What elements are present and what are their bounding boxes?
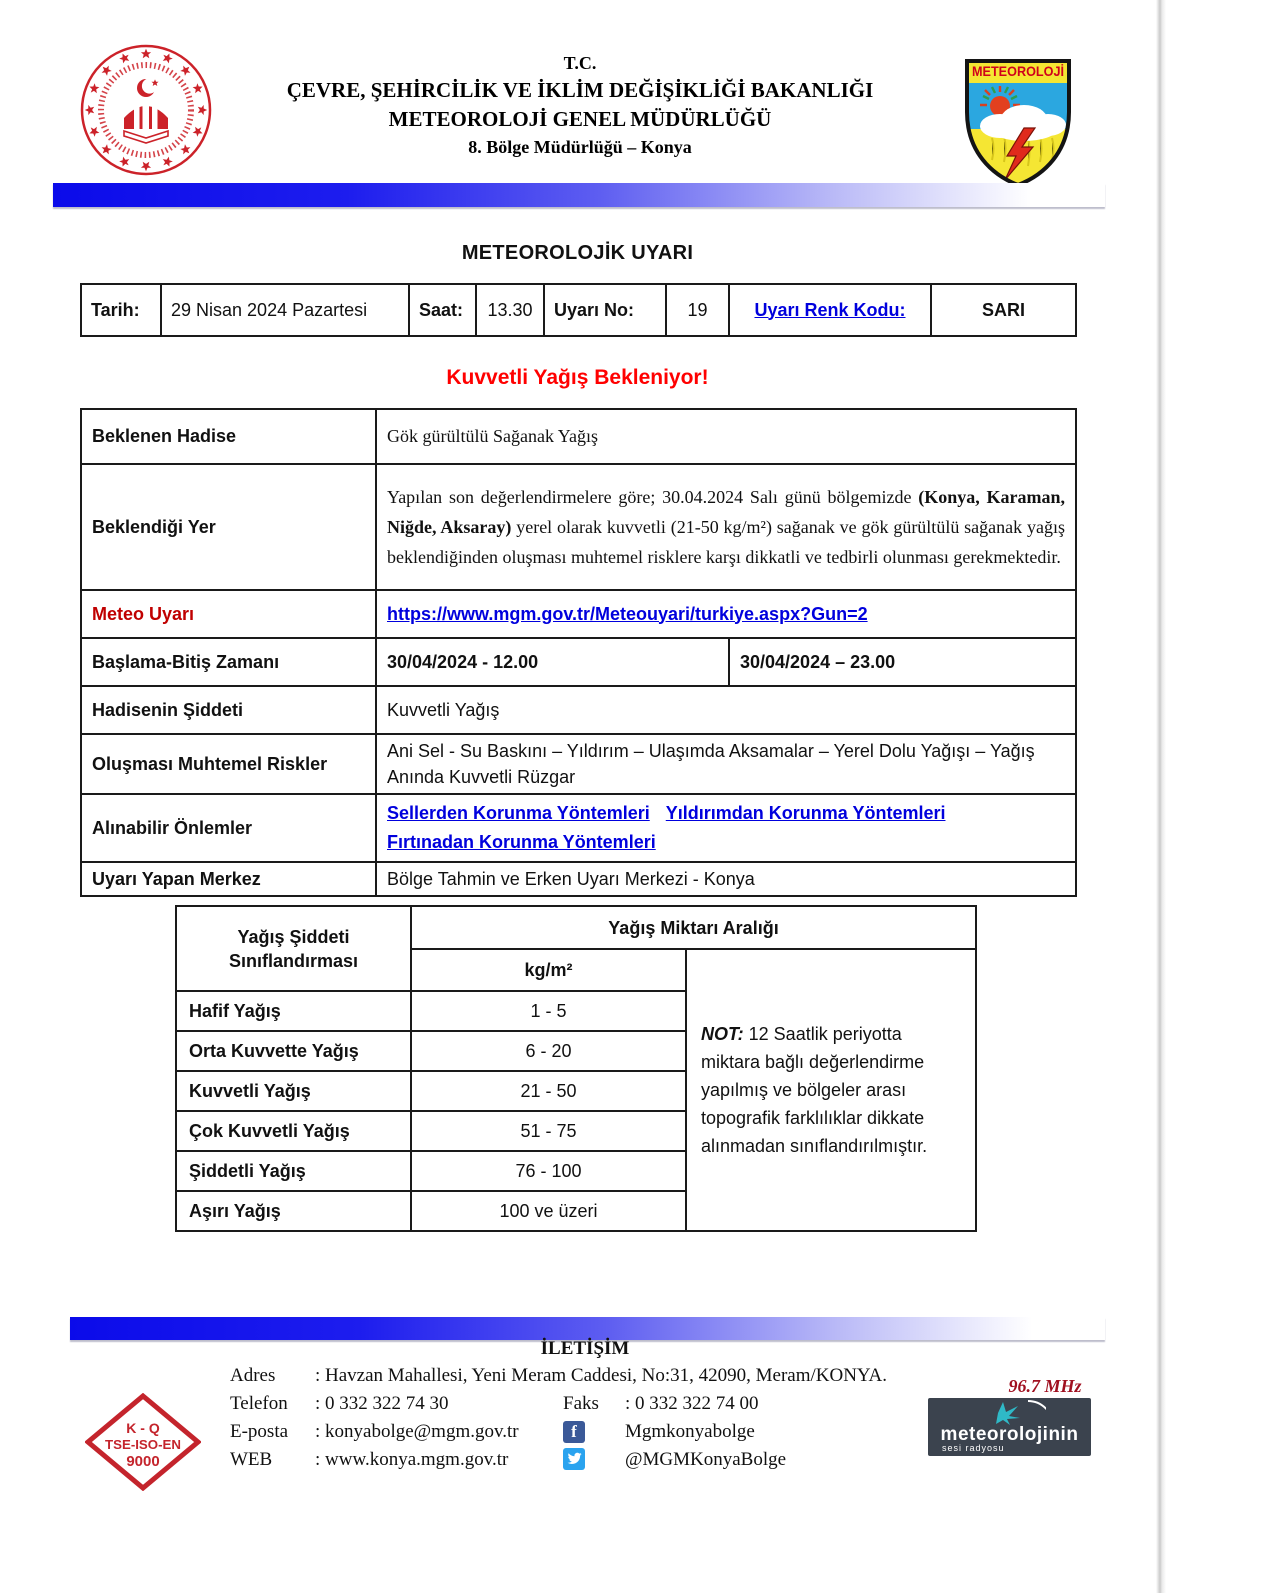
measures-links-cell — [376, 794, 1076, 862]
header-ministry: ÇEVRE, ŞEHİRCİLİK VE İKLİM DEĞİŞİKLİĞİ BAKANLIĞI — [286, 78, 874, 102]
severity-label: Hadisenin Şiddeti — [81, 686, 376, 734]
header-divider-bar — [53, 183, 1105, 207]
tse-quality-logo — [85, 1393, 201, 1491]
twitter-icon[interactable] — [563, 1448, 585, 1470]
facebook-icon[interactable]: f — [563, 1421, 585, 1443]
header-directorate: METEOROLOJİ GENEL MÜDÜRLÜĞÜ — [388, 107, 772, 131]
address-value: : Havzan Mahallesi, Yeni Meram Caddesi, No:31, 42090, Meram/KONYA. — [315, 1365, 888, 1386]
amount-range-header: Yağış Miktarı Aralığı — [411, 906, 976, 949]
class-row-range: 1 - 5 — [411, 991, 686, 1031]
class-row-label: Şiddetli Yağış — [176, 1151, 411, 1191]
class-row-range: 21 - 50 — [411, 1071, 686, 1111]
expected-event-value: Gök gürültülü Sağanak Yağış — [376, 409, 1076, 464]
radio-station-logo — [928, 1398, 1091, 1456]
rain-classification-table — [175, 905, 977, 1232]
web-label: WEB — [230, 1449, 273, 1470]
place-text-provinces: (Konya, Karaman, Niğde, Aksaray) — [387, 487, 1065, 537]
fax-label: Faks — [563, 1393, 599, 1414]
meteo-warning-link[interactable]: https://www.mgm.gov.tr/Meteouyari/turkiye.aspx?Gun=2 — [387, 603, 868, 624]
time-label: Saat: — [409, 284, 476, 336]
document-header — [190, 50, 970, 161]
radio-star-icon — [976, 1400, 1046, 1426]
warning-no-label: Uyarı No: — [544, 284, 666, 336]
fax-value: : 0 332 322 74 00 — [625, 1393, 759, 1414]
header-tc: T.C. — [563, 53, 597, 73]
twitter-bird-icon — [567, 1451, 582, 1466]
web-value: : www.konya.mgm.gov.tr — [315, 1449, 509, 1470]
date-label: Tarih: — [81, 284, 161, 336]
note-label: NOT: — [701, 1024, 744, 1044]
radio-frequency: 96.7 MHz — [1008, 1376, 1082, 1396]
facebook-icon-cell — [563, 1421, 625, 1443]
page-edge-divider — [1156, 0, 1166, 1593]
period-start-value: 30/04/2024 - 12.00 — [376, 638, 729, 686]
tse-line2: TSE-ISO-EN — [105, 1437, 181, 1452]
class-row-range: 6 - 20 — [411, 1031, 686, 1071]
flood-protection-link[interactable]: Sellerden Korunma Yöntemleri — [387, 803, 650, 823]
unit-header: kg/m² — [411, 949, 686, 991]
email-label: E-posta — [230, 1421, 289, 1442]
expected-place-label: Beklendiği Yer — [81, 464, 376, 590]
color-code-value: SARI — [931, 284, 1076, 336]
address-label: Adres — [230, 1365, 276, 1386]
radio-name: meteorolojinin — [940, 1424, 1079, 1445]
class-row-label: Aşırı Yağış — [176, 1191, 411, 1231]
period-label: Başlama-Bitiş Zamanı — [81, 638, 376, 686]
risks-value: Ani Sel - Su Baskını – Yıldırım – Ulaşımda Aksamalar – Yerel Dolu Yağışı – Yağış Anında Kuvvetli Rüzgar — [376, 734, 1076, 794]
meteo-warning-label: Meteo Uyarı — [81, 590, 376, 638]
note-text: 12 Saatlik periyotta miktara bağlı değerlendirme yapılmış ve bölgeler arası topografik farklılıklar dikkate alınmadan sınıflandırılmıştır. — [701, 1024, 928, 1156]
warning-no-value: 19 — [666, 284, 729, 336]
twitter-handle: @MGMKonyaBolge — [625, 1449, 787, 1470]
page-title: METEOROLOJİK UYARI — [461, 242, 694, 264]
date-value: 29 Nisan 2024 Pazartesi — [161, 284, 409, 336]
class-row-label: Hafif Yağış — [176, 991, 411, 1031]
expected-event-label: Beklenen Hadise — [81, 409, 376, 464]
period-end-value: 30/04/2024 – 23.00 — [729, 638, 1076, 686]
class-row-range: 76 - 100 — [411, 1151, 686, 1191]
lightning-protection-link[interactable]: Yıldırımdan Korunma Yöntemleri — [665, 803, 946, 823]
shield-wordmark: METEOROLOJİ — [972, 63, 1064, 79]
radio-tagline: sesi radyosu — [942, 1443, 1005, 1453]
issuing-center-value: Bölge Tahmin ve Erken Uyarı Merkezi - Konya — [376, 862, 1076, 896]
classification-note — [686, 949, 976, 1231]
tse-quality-icon — [85, 1393, 201, 1491]
class-row-label: Kuvvetli Yağış — [176, 1071, 411, 1111]
phone-value: : 0 332 322 74 30 — [315, 1393, 449, 1414]
alert-heading: Kuvvetli Yağış Bekleniyor! — [446, 366, 709, 389]
severity-value: Kuvvetli Yağış — [376, 686, 1076, 734]
class-row-range: 51 - 75 — [411, 1111, 686, 1151]
place-text-pre: Yapılan son değerlendirmelere göre; 30.04.2024 Salı günü bölgemizde — [387, 487, 919, 507]
place-text-post: yerel olarak kuvvetli (21-50 kg/m²) sağanak ve gök gürültülü sağanak yağış beklendiğinden oluşması muhtemel risklere karşı dikkatli ve tedbirli olunması gerekmektedir. — [387, 517, 1065, 567]
color-code-link[interactable]: Uyarı Renk Kodu: — [729, 284, 931, 336]
class-row-label: Çok Kuvvetli Yağış — [176, 1111, 411, 1151]
contact-title: İLETİŞİM — [540, 1338, 630, 1359]
warning-info-table — [80, 283, 1077, 337]
time-value: 13.30 — [476, 284, 544, 336]
class-row-label: Orta Kuvvette Yağış — [176, 1031, 411, 1071]
contact-block — [230, 1362, 1020, 1474]
risks-label: Oluşması Muhtemel Riskler — [81, 734, 376, 794]
facebook-handle: Mgmkonyabolge — [625, 1421, 755, 1442]
phone-label: Telefon — [230, 1393, 288, 1414]
class-row-range: 100 ve üzeri — [411, 1191, 686, 1231]
classification-col1-header: Yağış Şiddeti Sınıflandırması — [176, 906, 411, 991]
email-value: : konyabolge@mgm.gov.tr — [315, 1421, 519, 1442]
meteo-warning-link-cell — [376, 590, 1076, 638]
warning-details-table — [80, 408, 1077, 897]
header-region: 8. Bölge Müdürlüğü – Konya — [468, 137, 692, 157]
tse-line3: 9000 — [126, 1453, 160, 1470]
footer-divider-bar — [70, 1317, 1105, 1340]
meteoroloji-shield-icon — [962, 56, 1074, 188]
tse-line1: K - Q — [126, 1420, 160, 1436]
measures-label: Alınabilir Önlemler — [81, 794, 376, 862]
meteoroloji-shield-logo — [962, 56, 1074, 188]
twitter-icon-cell — [563, 1448, 625, 1473]
issuing-center-label: Uyarı Yapan Merkez — [81, 862, 376, 896]
storm-protection-link[interactable]: Fırtınadan Korunma Yöntemleri — [387, 832, 656, 852]
expected-place-value — [376, 464, 1076, 590]
